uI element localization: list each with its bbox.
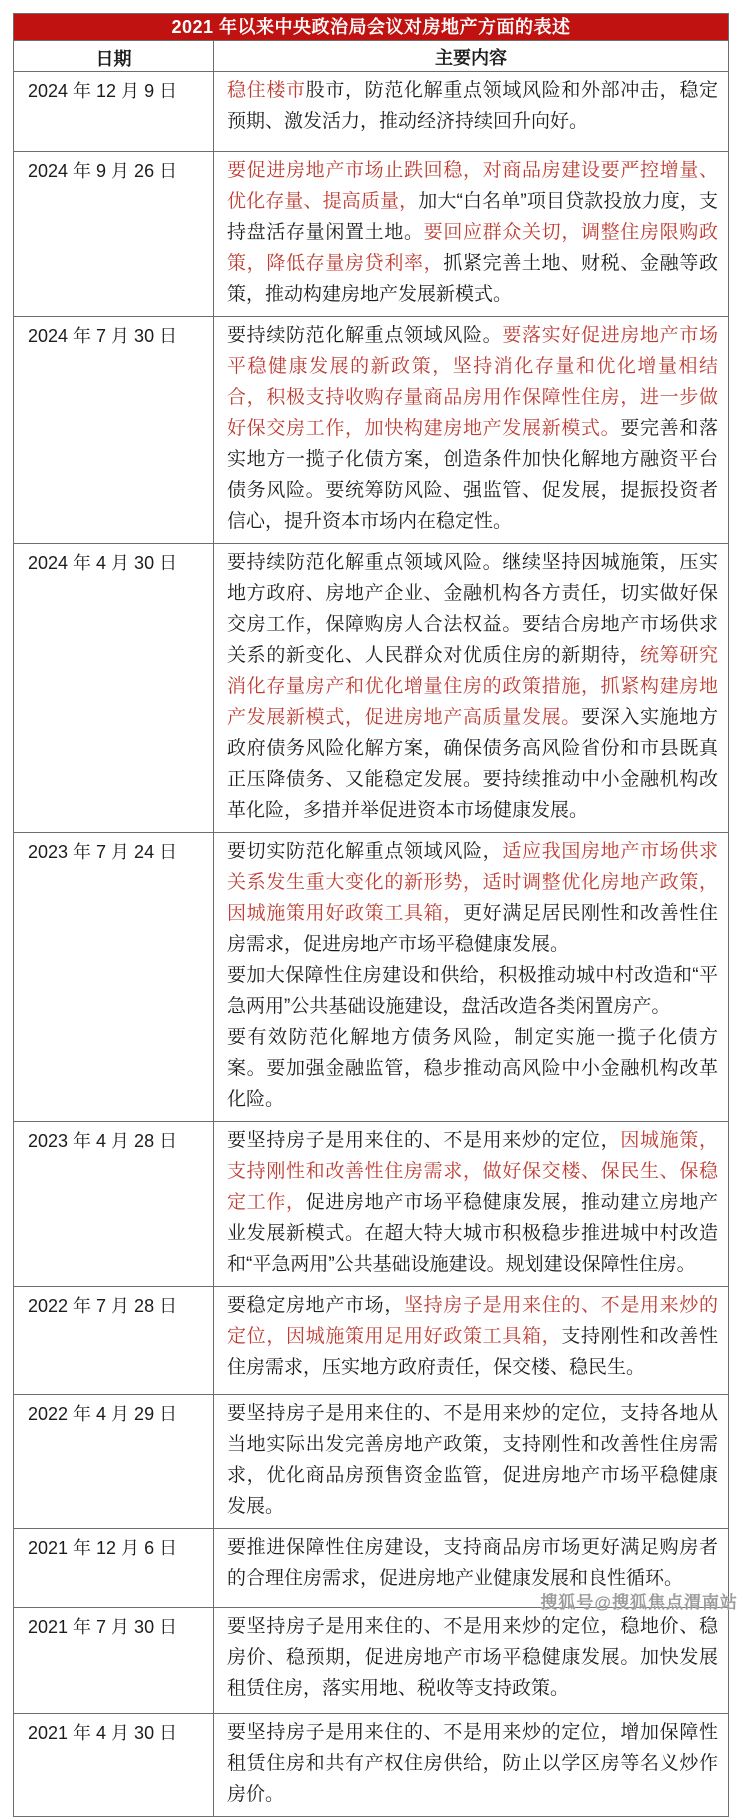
content-paragraph <box>227 1125 718 1280</box>
content-paragraph <box>227 75 718 137</box>
row-content <box>214 544 728 832</box>
emphasis-red-text: 坚持房子是用来住的、不是用来炒的定位，因城施策用足用好政策工具箱， <box>227 1295 718 1347</box>
body-text: 要坚持房子是用来住的、不是用来炒的定位，支持各地从当地实际出发完善房地产政策，支持刚性和改善性住房需求，优化商品房预售资金监管，促进房地产市场平稳健康发展。 <box>227 1403 718 1517</box>
table-row <box>14 1121 728 1286</box>
row-date: 2021 年 12 月 6 日 <box>14 1529 214 1607</box>
table-header-row <box>14 40 728 71</box>
row-date: 2024 年 9 月 26 日 <box>14 152 214 316</box>
table-row <box>14 1286 728 1394</box>
table-title: 2021 年以来中央政治局会议对房地产方面的表述 <box>14 14 728 40</box>
column-header-content: 主要内容 <box>435 48 507 68</box>
content-paragraph <box>227 320 718 537</box>
row-date: 2023 年 7 月 24 日 <box>14 833 214 1121</box>
row-date: 2022 年 4 月 29 日 <box>14 1395 214 1528</box>
body-text: 更好满足居民刚性和改善性住房需求，促进房地产市场平稳健康发展。 <box>227 903 718 955</box>
body-text: 要切实防范化解重点领域风险， <box>227 841 503 862</box>
sohu-watermark: 搜狐号@搜狐焦点渭南站 <box>540 1593 738 1612</box>
row-content <box>214 1395 728 1528</box>
row-content <box>214 152 728 316</box>
content-paragraph <box>227 1532 718 1594</box>
emphasis-red-text: 因城施策，支持刚性和改善性住房需求，做好保交楼、保民生、保稳定工作， <box>227 1130 718 1213</box>
body-text: 要加大保障性住房建设和供给，积极推动城中村改造和“平急两用”公共基础设施建设，盘活改造各类闲置房产。 <box>227 965 718 1017</box>
table-row <box>14 1607 728 1713</box>
table-row <box>14 1713 728 1816</box>
content-paragraph <box>227 1611 718 1704</box>
emphasis-red-text: 适应我国房地产市场供求关系发生重大变化的新形势，适时调整优化房地产政策，因城施策用好政策工具箱， <box>227 841 718 924</box>
body-text: 要深入实施地方政府债务风险化解方案，确保债务高风险省份和市县既真正压降债务、又能稳定发展。要持续推动中小金融机构改革化险，多措并举促进资本市场健康发展。 <box>227 707 718 821</box>
emphasis-red-text: 统筹研究消化存量房产和优化增量住房的政策措施，抓紧构建房地产发展新模式，促进房地产高质量发展。 <box>227 645 718 728</box>
row-date: 2024 年 12 月 9 日 <box>14 72 214 151</box>
table-row <box>14 832 728 1121</box>
content-paragraph <box>227 1717 718 1810</box>
emphasis-red-text: 要回应群众关切，调整住房限购政策，降低存量房贷利率， <box>227 222 718 274</box>
row-content <box>214 833 728 1121</box>
table-row <box>14 1394 728 1528</box>
row-date: 2024 年 7 月 30 日 <box>14 317 214 543</box>
body-text: 要持续防范化解重点领域风险。继续坚持因城施策，压实地方政府、房地产企业、金融机构各方责任，切实做好保交房工作，保障购房人合法权益。要结合房地产市场供求关系的新变化、人民群众对优质住房的新期待， <box>227 552 718 666</box>
body-text: 要推进保障性住房建设，支持商品房市场更好满足购房者的合理住房需求，促进房地产业健康发展和良性循环。 <box>227 1537 718 1589</box>
content-paragraph <box>227 1022 718 1115</box>
table-row <box>14 316 728 543</box>
row-content <box>214 317 728 543</box>
row-content <box>214 72 728 151</box>
row-content <box>214 1122 728 1286</box>
row-date: 2022 年 7 月 28 日 <box>14 1287 214 1394</box>
body-text: 要完善和落实地方一揽子化债方案，创造条件加快化解地方融资平台债务风险。要统筹防风险、强监管、促发展，提振投资者信心，提升资本市场内在稳定性。 <box>227 418 718 532</box>
row-content <box>214 1287 728 1394</box>
content-paragraph <box>227 155 718 310</box>
body-text: 加大“白名单”项目贷款投放力度，支持盘活存量闲置土地。 <box>227 191 718 243</box>
table-row <box>14 151 728 316</box>
body-text: 抓紧完善土地、财税、金融等政策，推动构建房地产发展新模式。 <box>227 253 718 305</box>
body-text: 要坚持房子是用来住的、不是用来炒的定位，增加保障性租赁住房和共有产权住房供给，防止以学区房等名义炒作房价。 <box>227 1722 718 1805</box>
row-content <box>214 1608 728 1713</box>
body-text: 要坚持房子是用来住的、不是用来炒的定位， <box>227 1130 621 1151</box>
content-paragraph <box>227 547 718 826</box>
content-paragraph <box>227 836 718 960</box>
row-date: 2021 年 7 月 30 日 <box>14 1608 214 1713</box>
content-paragraph <box>227 1290 718 1383</box>
table-row <box>14 71 728 151</box>
body-text: 要坚持房子是用来住的、不是用来炒的定位，稳地价、稳房价、稳预期，促进房地产市场平稳健康发展。加快发展租赁住房，落实用地、税收等支持政策。 <box>227 1616 718 1699</box>
body-text: 促进房地产市场平稳健康发展，推动建立房地产业发展新模式。在超大特大城市积极稳步推进城中村改造和“平急两用”公共基础设施建设。规划建设保障性住房。 <box>227 1192 718 1275</box>
body-text: 股市，防范化解重点领域风险和外部冲击，稳定预期、激发活力，推动经济持续回升向好。 <box>227 80 718 132</box>
row-content <box>214 1714 728 1816</box>
row-date: 2024 年 4 月 30 日 <box>14 544 214 832</box>
table-body <box>14 71 728 1816</box>
table-row <box>14 543 728 832</box>
body-text: 要持续防范化解重点领域风险。 <box>227 325 503 346</box>
emphasis-red-text: 稳住楼市 <box>227 80 306 101</box>
body-text: 要有效防范化解地方债务风险，制定实施一揽子化债方案。要加强金融监管，稳步推动高风险中小金融机构改革化险。 <box>227 1027 718 1110</box>
emphasis-red-text: 要落实好促进房地产市场平稳健康发展的新政策，坚持消化存量和优化增量相结合，积极支持收购存量商品房用作保障性住房，进一步做好保交房工作，加快构建房地产发展新模式。 <box>227 325 718 439</box>
row-date: 2021 年 4 月 30 日 <box>14 1714 214 1816</box>
politburo-statements-table <box>13 13 729 1817</box>
content-paragraph <box>227 1398 718 1522</box>
row-date: 2023 年 4 月 28 日 <box>14 1122 214 1286</box>
body-text: 支持刚性和改善性住房需求，压实地方政府责任，保交楼、稳民生。 <box>227 1326 718 1378</box>
content-paragraph <box>227 960 718 1022</box>
column-header-date: 日期 <box>14 41 214 71</box>
emphasis-red-text: 要促进房地产市场止跌回稳，对商品房建设要严控增量、优化存量、提高质量， <box>227 160 718 212</box>
body-text: 要稳定房地产市场， <box>227 1295 404 1316</box>
